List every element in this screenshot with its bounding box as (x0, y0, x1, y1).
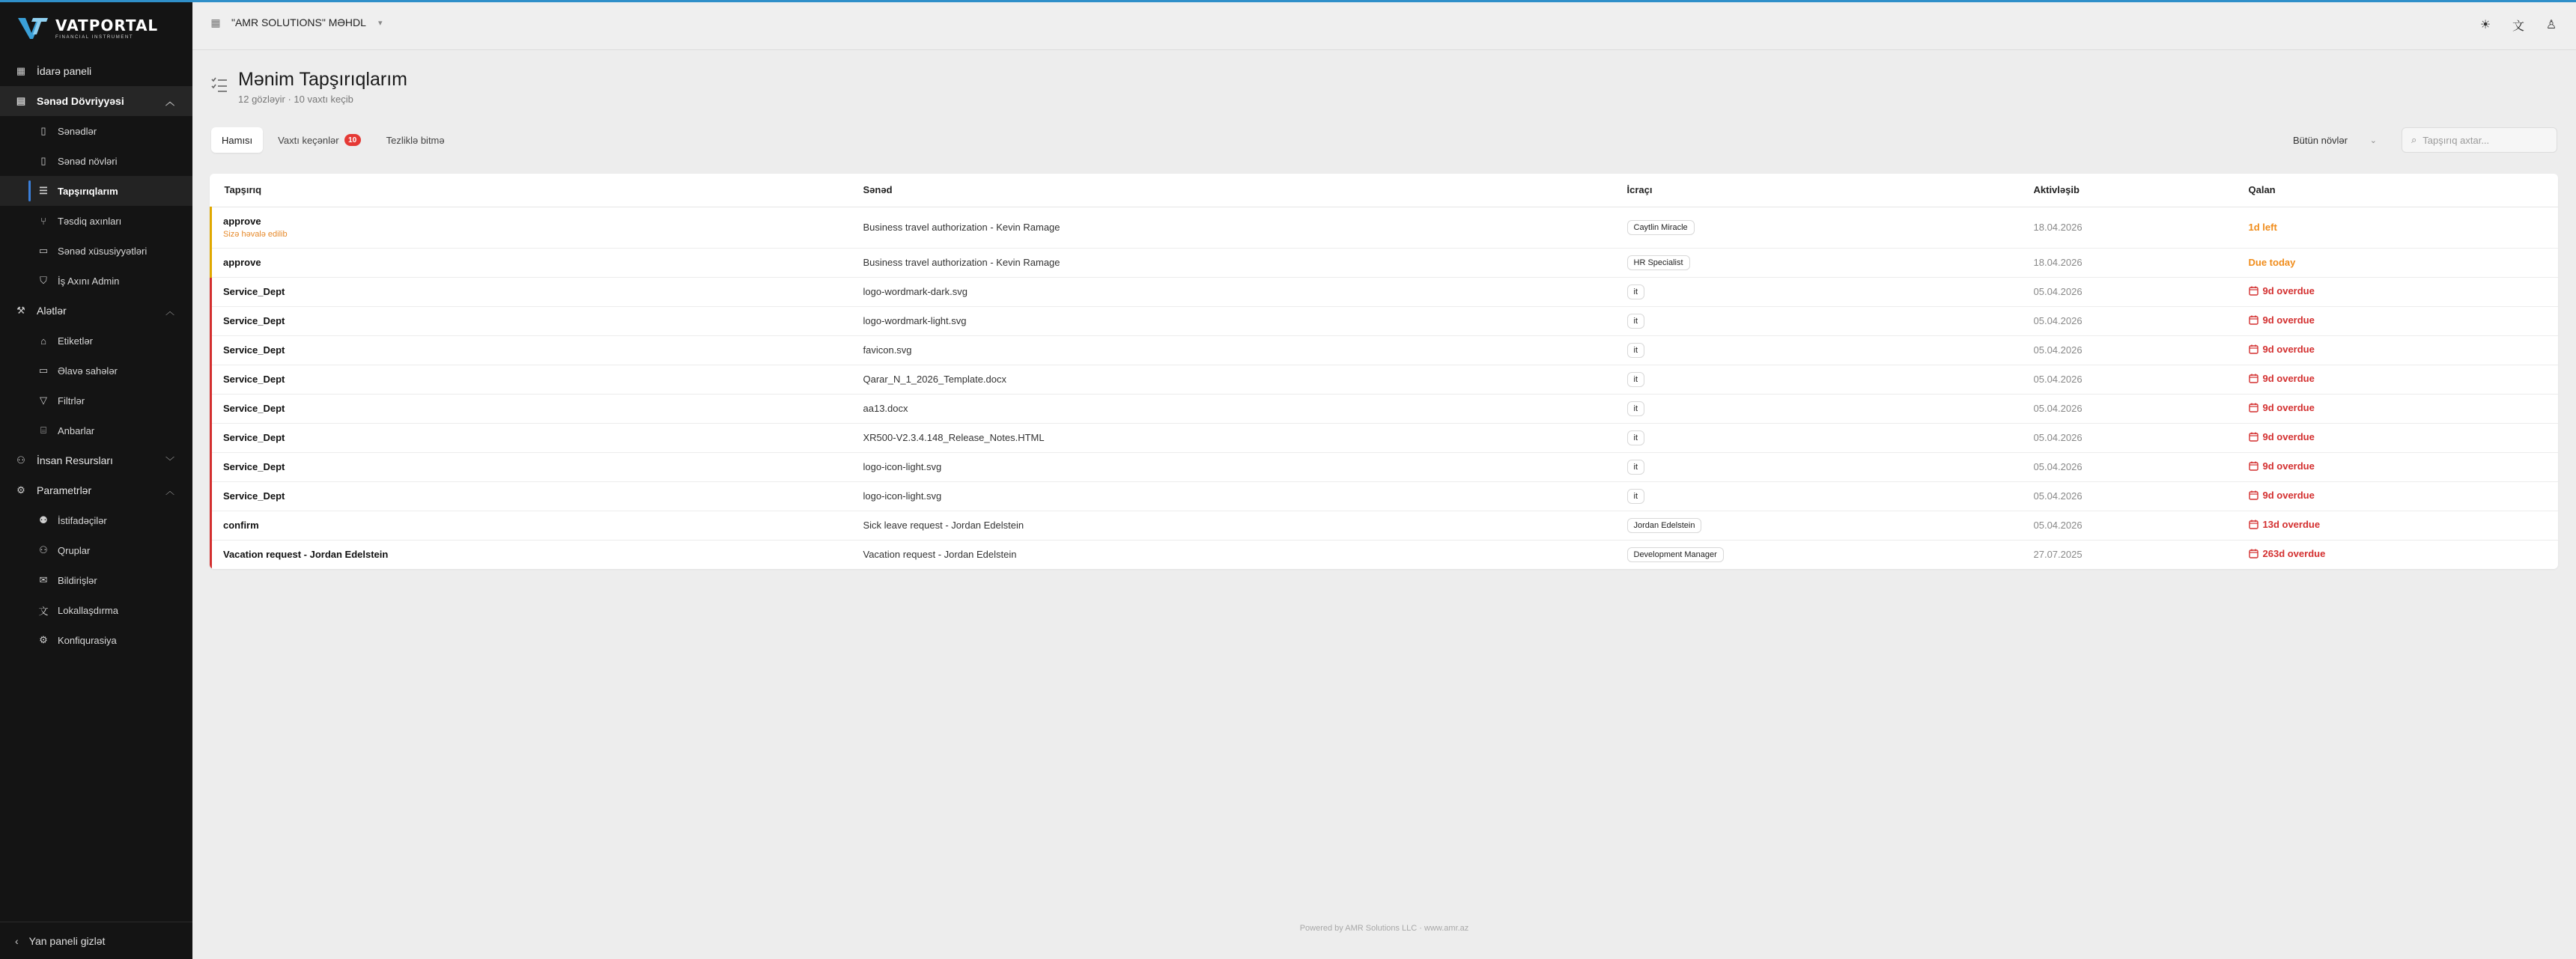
settings-icon: ⚙ (39, 634, 48, 645)
chevron-down-icon: ▾ (377, 18, 383, 28)
remaining-text: 13d overdue (2262, 519, 2321, 530)
activated-date: 05.04.2026 (2033, 461, 2083, 472)
page-header (210, 69, 407, 105)
filter-icon: ▽ (40, 395, 47, 406)
task-name: approve (223, 216, 261, 227)
remaining-status (2249, 490, 2315, 501)
sidebar-item-label: Alətlər (37, 305, 67, 317)
remaining-text: 9d overdue (2262, 460, 2315, 472)
task-name: Service_Dept (223, 461, 285, 472)
activated-cell (2020, 423, 2235, 452)
remaining-cell (2235, 365, 2559, 394)
table-row[interactable] (211, 481, 2559, 511)
activated-cell (2020, 481, 2235, 511)
remaining-status (2249, 548, 2326, 559)
sidebar-item-localization[interactable] (0, 595, 192, 625)
brand-name: VATPORTAL (55, 16, 159, 34)
document-name: Sick leave request - Jordan Edelstein (863, 520, 1024, 531)
sidebar-group-human-resources[interactable] (0, 445, 192, 475)
calendar-alert-icon (2249, 490, 2258, 500)
assignee-chip: it (1627, 401, 1645, 416)
sidebar-item-label: Sənəd Dövriyyəsi (37, 95, 124, 107)
tab-due-soon[interactable] (376, 127, 455, 153)
column-header-task[interactable]: Tapşırıq (211, 174, 850, 207)
document-cell[interactable] (850, 423, 1614, 452)
document-icon: ▯ (40, 125, 46, 136)
task-cell[interactable] (211, 511, 850, 540)
calendar-alert-icon (2249, 315, 2258, 325)
sidebar-item-label: Bildirişlər (58, 574, 97, 586)
tab-label: Vaxtı keçənlər (278, 134, 339, 146)
activated-date: 05.04.2026 (2033, 374, 2083, 385)
brand-tagline: FINANCIAL INSTRUMENT (55, 34, 134, 40)
document-cell[interactable] (850, 248, 1614, 277)
document-name: Vacation request - Jordan Edelstein (863, 549, 1017, 561)
task-cell[interactable] (211, 277, 850, 306)
sidebar-group-settings[interactable] (0, 475, 192, 505)
task-name: Service_Dept (223, 344, 285, 356)
activated-cell (2020, 394, 2235, 423)
remaining-status (2249, 344, 2315, 355)
chevron-left-icon: ‹ (15, 934, 19, 947)
task-name: Service_Dept (223, 403, 285, 414)
remaining-text: 9d overdue (2262, 431, 2315, 442)
column-header-assignee[interactable]: İcraçı (1614, 174, 2020, 207)
remaining-cell (2235, 306, 2559, 335)
activated-cell (2020, 452, 2235, 481)
activated-date: 05.04.2026 (2033, 344, 2083, 356)
task-name: Service_Dept (223, 286, 285, 297)
sidebar-item-extra-fields[interactable] (0, 356, 192, 386)
sidebar (0, 2, 192, 959)
task-name: approve (223, 257, 261, 268)
table-row[interactable] (211, 423, 2559, 452)
page-footer: Powered by AMR Solutions LLC · www.amr.az (1299, 924, 1469, 933)
activated-date: 18.04.2026 (2033, 257, 2083, 268)
table-header-row (211, 174, 2559, 207)
document-cell[interactable] (850, 277, 1614, 306)
document-name: logo-wordmark-dark.svg (863, 286, 967, 297)
topbar-actions (2477, 16, 2560, 33)
remaining-text: 9d overdue (2262, 314, 2315, 326)
document-name: Business travel authorization - Kevin Ramage (863, 257, 1060, 268)
remaining-status (2249, 373, 2315, 384)
gear-icon: ⚙ (16, 484, 25, 496)
sidebar-item-document-types[interactable] (0, 146, 192, 176)
task-cell[interactable] (211, 423, 850, 452)
people-icon: ⚇ (16, 454, 25, 466)
assignee-cell (1614, 452, 2020, 481)
calendar-alert-icon (2249, 461, 2258, 471)
calendar-alert-icon (2249, 286, 2258, 296)
calendar-alert-icon (2249, 374, 2258, 383)
assignee-chip: HR Specialist (1627, 255, 1690, 270)
table-row[interactable] (211, 365, 2559, 394)
sidebar-item-label: Parametrlər (37, 484, 92, 496)
remaining-text: 9d overdue (2262, 490, 2315, 501)
sidebar-item-my-tasks[interactable] (0, 176, 192, 206)
sidebar-item-label: Anbarlar (58, 424, 95, 436)
sidebar-group-tools[interactable] (0, 296, 192, 326)
activated-date: 05.04.2026 (2033, 286, 2083, 297)
tasks-table (210, 174, 2558, 569)
activated-date: 05.04.2026 (2033, 490, 2083, 502)
remaining-status (2249, 222, 2277, 233)
sidebar-item-label: Lokallaşdırma (58, 604, 118, 616)
assignee-cell (1614, 423, 2020, 452)
properties-icon: ▭ (38, 245, 49, 256)
organization-selector[interactable] (209, 16, 382, 29)
sidebar-item-users[interactable] (0, 505, 192, 535)
sidebar-item-dashboard[interactable] (0, 56, 192, 86)
assignee-chip: it (1627, 343, 1645, 358)
document-cell[interactable] (850, 452, 1614, 481)
sidebar-item-label: Əlavə sahələr (58, 365, 118, 377)
sidebar-item-workflow-admin[interactable] (0, 266, 192, 296)
table-body (211, 207, 2559, 569)
activated-cell (2020, 207, 2235, 248)
overdue-count-badge: 10 (344, 134, 361, 146)
building-icon: ▦ (210, 16, 221, 28)
assignee-cell (1614, 335, 2020, 365)
activated-cell (2020, 540, 2235, 569)
sidebar-item-configuration[interactable] (0, 625, 192, 655)
calendar-alert-icon (2249, 432, 2258, 442)
task-cell[interactable] (211, 335, 850, 365)
assignee-cell (1614, 248, 2020, 277)
calendar-alert-icon (2249, 344, 2258, 354)
task-cell[interactable] (211, 207, 850, 248)
remaining-cell (2235, 540, 2559, 569)
assignee-chip: Development Manager (1627, 547, 1724, 562)
sidebar-item-label: Qruplar (58, 544, 91, 556)
remaining-cell (2235, 511, 2559, 540)
remaining-status (2249, 402, 2315, 413)
activated-cell (2020, 248, 2235, 277)
sidebar-group-document-flow[interactable] (0, 86, 192, 116)
document-name: logo-icon-light.svg (863, 461, 942, 472)
remaining-text: 9d overdue (2262, 344, 2315, 355)
remaining-cell (2235, 423, 2559, 452)
document-cell[interactable] (850, 481, 1614, 511)
document-name: aa13.docx (863, 403, 908, 414)
user-gear-icon: ⚉ (39, 514, 48, 526)
table-row[interactable] (211, 248, 2559, 277)
table-row[interactable] (211, 540, 2559, 569)
sidebar-item-approval-flows[interactable] (0, 206, 192, 236)
grid-icon: ▦ (16, 65, 26, 76)
document-cell[interactable] (850, 207, 1614, 248)
sidebar-item-filters[interactable] (0, 386, 192, 415)
document-name: Qarar_N_1_2026_Template.docx (863, 374, 1007, 385)
task-cell[interactable] (211, 248, 850, 277)
activated-date: 18.04.2026 (2033, 222, 2083, 233)
table-row[interactable] (211, 306, 2559, 335)
remaining-cell (2235, 207, 2559, 248)
remaining-cell (2235, 452, 2559, 481)
document-name: logo-wordmark-light.svg (863, 315, 967, 326)
document-name: Business travel authorization - Kevin Ramage (863, 222, 1060, 233)
task-name: Service_Dept (223, 315, 285, 326)
calendar-alert-icon (2249, 549, 2258, 558)
activated-date: 27.07.2025 (2033, 549, 2083, 561)
chevron-down-icon: ⌄ (2369, 136, 2377, 145)
sidebar-item-label: Konfiqurasiya (58, 634, 117, 646)
assignee-chip: it (1627, 284, 1645, 299)
remaining-cell (2235, 481, 2559, 511)
sidebar-item-label: İş Axını Admin (58, 275, 120, 287)
chevron-down-icon: ﹀ (165, 455, 174, 466)
storage-icon: ⌸ (40, 424, 46, 436)
tab-all[interactable] (211, 127, 263, 153)
chevron-up-icon: ︿ (165, 96, 174, 107)
assignee-chip: it (1627, 314, 1645, 329)
calendar-alert-icon (2249, 403, 2258, 412)
assignee-chip: Jordan Edelstein (1627, 518, 1702, 533)
sidebar-item-label: Sənəd xüsusiyyətləri (58, 245, 148, 257)
language-translate-icon[interactable]: 文 (2512, 19, 2524, 33)
type-filter-value: Bütün növlər (2293, 134, 2348, 146)
assignee-cell (1614, 511, 2020, 540)
remaining-status (2249, 285, 2315, 296)
sidebar-item-label: Etiketlər (58, 335, 93, 347)
activated-cell (2020, 511, 2235, 540)
assignee-cell (1614, 481, 2020, 511)
task-list-icon (210, 75, 229, 94)
task-search[interactable] (2402, 127, 2557, 153)
task-cell[interactable] (211, 394, 850, 423)
remaining-cell (2235, 394, 2559, 423)
remaining-text: 263d overdue (2262, 548, 2326, 560)
assignee-cell (1614, 394, 2020, 423)
collapse-sidebar-button[interactable] (0, 922, 192, 959)
activated-date: 05.04.2026 (2033, 432, 2083, 443)
tasks-table-card (210, 174, 2558, 569)
type-filter-select[interactable] (2282, 127, 2387, 153)
sidebar-item-tags[interactable] (0, 326, 192, 356)
sidebar-item-notifications[interactable] (0, 565, 192, 595)
assignee-chip: it (1627, 372, 1645, 387)
document-name: logo-icon-light.svg (863, 490, 942, 502)
table-row[interactable] (211, 394, 2559, 423)
task-cell[interactable] (211, 452, 850, 481)
sidebar-item-document-properties[interactable] (0, 236, 192, 266)
search-input[interactable] (2422, 135, 2535, 146)
sidebar-item-label: İnsan Resursları (37, 454, 113, 466)
task-name: Service_Dept (223, 432, 285, 443)
page-subtitle: 12 gözləyir · 10 vaxtı keçib (238, 94, 353, 105)
column-header-remaining[interactable]: Qalan (2235, 174, 2559, 207)
tab-label: Tezliklə bitmə (386, 134, 445, 146)
user-profile-icon[interactable]: ♙ (2545, 19, 2557, 31)
document-cell[interactable] (850, 335, 1614, 365)
activated-date: 05.04.2026 (2033, 520, 2083, 531)
document-cell[interactable] (850, 511, 1614, 540)
remaining-status (2249, 431, 2315, 442)
activated-cell (2020, 306, 2235, 335)
table-row[interactable] (211, 277, 2559, 306)
table-row[interactable] (211, 452, 2559, 481)
remaining-text: 9d overdue (2262, 402, 2315, 413)
task-name: Vacation request - Jordan Edelstein (223, 549, 389, 561)
assignee-cell (1614, 365, 2020, 394)
search-icon: ⌕ (2411, 134, 2417, 145)
sidebar-nav (0, 56, 192, 655)
sidebar-item-label: Filtrlər (58, 395, 85, 407)
assignee-chip: it (1627, 460, 1645, 475)
shield-icon: ⛉ (40, 275, 47, 286)
tab-overdue[interactable] (267, 127, 371, 153)
wrench-icon: ⚒ (16, 305, 25, 316)
sidebar-item-storages[interactable] (0, 415, 192, 445)
remaining-cell (2235, 335, 2559, 365)
assignee-chip: Caytlin Miracle (1627, 220, 1695, 235)
remaining-status (2249, 519, 2321, 530)
sidebar-item-groups[interactable] (0, 535, 192, 565)
task-cell[interactable] (211, 540, 850, 569)
activated-date: 05.04.2026 (2033, 315, 2083, 326)
table-row[interactable] (211, 207, 2559, 248)
remaining-cell (2235, 277, 2559, 306)
table-row[interactable] (211, 335, 2559, 365)
assignee-cell (1614, 540, 2020, 569)
group-icon: ⚇ (39, 544, 48, 555)
task-name: Service_Dept (223, 374, 285, 385)
task-tabs (211, 127, 455, 153)
remaining-status (2249, 460, 2315, 472)
task-name: confirm (223, 520, 259, 531)
topbar (192, 2, 2576, 50)
sidebar-item-documents[interactable] (0, 116, 192, 146)
file-flow-icon: ▤ (16, 95, 26, 106)
assignee-cell (1614, 306, 2020, 335)
assignee-cell (1614, 277, 2020, 306)
brand-logo[interactable] (16, 13, 158, 43)
collapse-sidebar-label: Yan paneli gizlət (28, 934, 106, 947)
remaining-status (2249, 314, 2315, 326)
page-title: Mənim Tapşırıqlarım (238, 69, 407, 90)
theme-toggle-sun-icon[interactable]: ☀ (2479, 19, 2491, 31)
translate-icon: 文 (38, 605, 49, 617)
workflow-icon: ⑂ (40, 215, 46, 227)
assignee-chip: it (1627, 430, 1645, 445)
activated-cell (2020, 277, 2235, 306)
remaining-text: 9d overdue (2262, 285, 2315, 296)
document-cell[interactable] (850, 394, 1614, 423)
remaining-status (2249, 257, 2296, 268)
mail-icon: ✉ (39, 574, 48, 585)
task-assigned-note: Sizə həvalə edilib (223, 230, 288, 239)
tag-icon: ⌂ (40, 335, 46, 347)
document-name: favicon.svg (863, 344, 912, 356)
sidebar-item-label: Sənəd növləri (58, 155, 118, 167)
activated-cell (2020, 365, 2235, 394)
chevron-up-icon: ︿ (165, 305, 174, 317)
sidebar-item-label: İdarə paneli (37, 65, 92, 77)
document-cell[interactable] (850, 306, 1614, 335)
document-type-icon: ▯ (40, 155, 46, 166)
task-cell[interactable] (211, 365, 850, 394)
remaining-text: 1d left (2248, 222, 2277, 233)
chevron-up-icon: ︿ (165, 485, 174, 496)
table-row[interactable] (211, 511, 2559, 540)
vatportal-logo-icon (16, 15, 49, 40)
task-cell[interactable] (211, 481, 850, 511)
activated-date: 05.04.2026 (2033, 403, 2083, 414)
sidebar-item-label: İstifadəçilər (58, 514, 107, 526)
tab-label: Hamısı (222, 134, 253, 146)
document-name: XR500-V2.3.4.148_Release_Notes.HTML (863, 432, 1045, 443)
remaining-cell (2235, 248, 2559, 277)
assignee-chip: it (1627, 489, 1645, 504)
column-header-activated[interactable]: Aktivləşib (2020, 174, 2235, 207)
sidebar-item-label: Sənədlər (58, 125, 97, 137)
sidebar-item-label: Tapşırıqlarım (58, 185, 118, 197)
fields-icon: ▭ (38, 365, 49, 376)
remaining-text: 9d overdue (2262, 373, 2315, 384)
task-list-icon: ☰ (39, 185, 48, 196)
remaining-text: Due today (2248, 257, 2296, 268)
document-cell[interactable] (850, 365, 1614, 394)
column-header-document[interactable]: Sənəd (850, 174, 1614, 207)
organization-name: "AMR SOLUTIONS" MƏHDL (231, 16, 366, 28)
assignee-cell (1614, 207, 2020, 248)
activated-cell (2020, 335, 2235, 365)
task-cell[interactable] (211, 306, 850, 335)
calendar-alert-icon (2249, 520, 2258, 529)
document-cell[interactable] (850, 540, 1614, 569)
sidebar-item-label: Təsdiq axınları (58, 215, 122, 227)
task-name: Service_Dept (223, 490, 285, 502)
